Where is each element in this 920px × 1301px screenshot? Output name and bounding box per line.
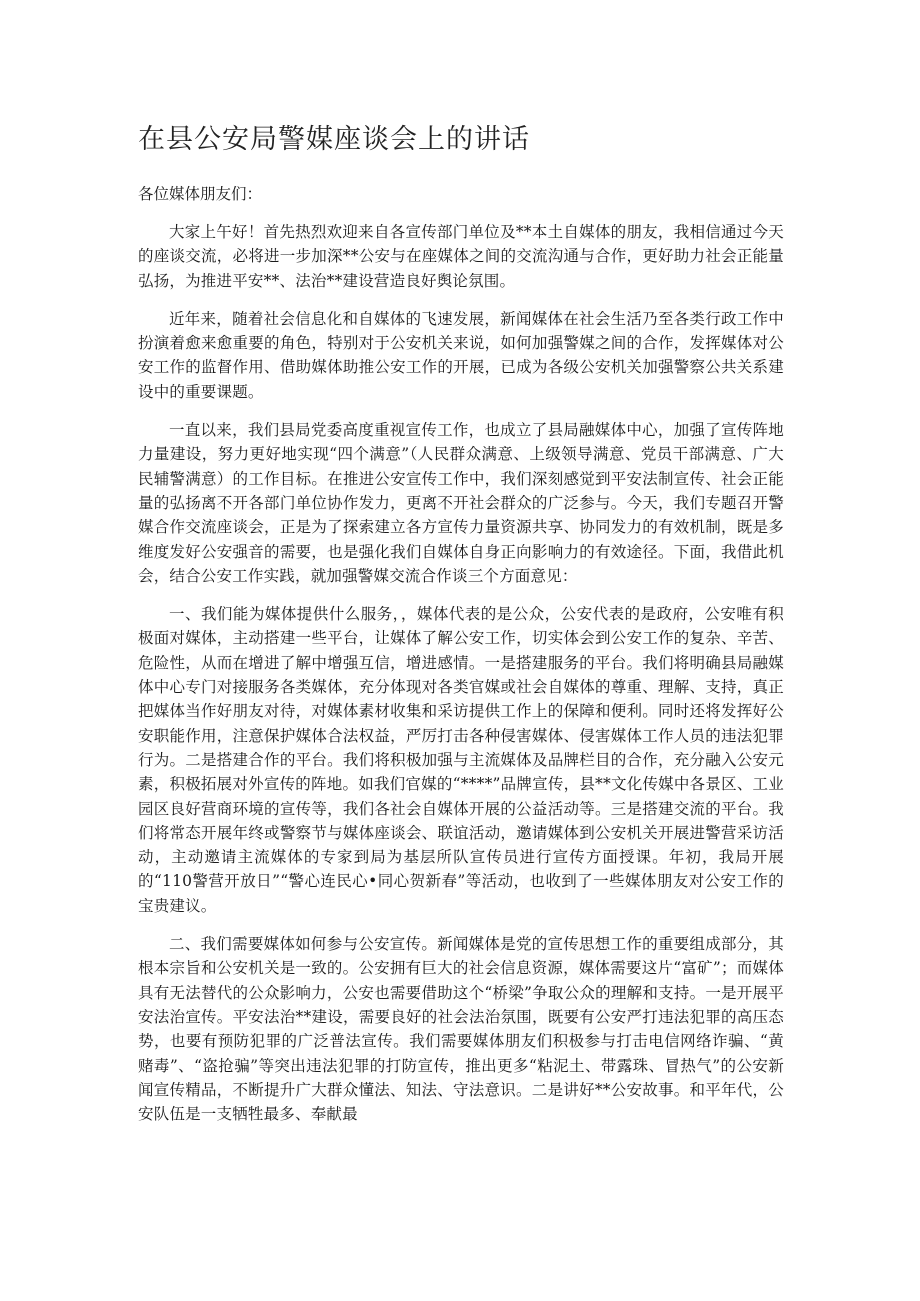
paragraph-background: 近年来，随着社会信息化和自媒体的飞速发展，新闻媒体在社会生活乃至各类行政工作中扮演着愈来愈重要的角色，特别对于公安机关来说，如何加强警媒之间的合作，发挥媒体对公安工作的监督作用、借助媒体助推公安工作的开展，已成为各级公安机关加强警察公共关系建设中的重要课题。 <box>138 309 784 401</box>
paragraph-work-overview: 一直以来，我们县局党委高度重视宣传工作，也成立了县局融媒体中心，加强了宣传阵地力量建设，努力更好地实现“四个满意”（人民群众满意、上级领导满意、党员干部满意、广大民辅警满意）的工作目标。在推进公安宣传工作中，我们深刻感觉到平安法制宣传、社会正能量的弘扬离不开各部门单位协作发力，更离不开社会群众的广泛参与。今天，我们专题召开警媒合作交流座谈会，正是为了探索建立各方宣传力量资源共享、协同发力的有效机制，既是多维度发好公安强音的需要，也是强化我们自媒体自身正向影响力的有效途径。下面，我借此机会，结合公安工作实践，就加强警媒交流合作谈三个方面意见： <box>138 421 784 585</box>
paragraph-point-two: 二、我们需要媒体如何参与公安宣传。新闻媒体是党的宣传思想工作的重要组成部分，其根本宗旨和公安机关是一致的。公安拥有巨大的社会信息资源，媒体需要这片“富矿”；而媒体具有无法替代的公众影响力，公安也需要借助这个“桥梁”争取公众的理解和支持。一是开展平安法治宣传。平安法治**建设，需要良好的社会法治氛围，既要有公安严打违法犯罪的高压态势，也要有预防犯罪的广泛普法宣传。我们需要媒体朋友们积极参与打击电信网络诈骗、“黄赌毒”、“盗抢骗”等突出违法犯罪的打防宣传，推出更多“粘泥土、带露珠、冒热气”的公安新闻宣传精品，不断提升广大群众懂法、知法、守法意识。二是讲好**公安故事。和平年代，公安队伍是一支牺牲最多、奉献最 <box>138 935 784 1124</box>
salutation: 各位媒体朋友们： <box>138 185 263 203</box>
document-page <box>138 120 784 1140</box>
paragraph-point-one: 一、我们能为媒体提供什么服务，，媒体代表的是公众，公安代表的是政府，公安唯有积极面对媒体，主动搭建一些平台，让媒体了解公安工作，切实体会到公安工作的复杂、辛苦、危险性，从而在增进了解中增强互信，增进感情。一是搭建服务的平台。我们将明确县局融媒体中心专门对接服务各类媒体，充分体现对各类官媒或社会自媒体的尊重、理解、支持，真正把媒体当作好朋友对待，对媒体素材收集和采访提供工作上的保障和便利。同时还将发挥好公安职能作用，注意保护媒体合法权益，严厉打击各种侵害媒体、侵害媒体工作人员的违法犯罪行为。二是搭建合作的平台。我们将积极加强与主流媒体及品牌栏目的合作，充分融入公安元素，积极拓展对外宣传的阵地。如我们官媒的“****”品牌宣传，县**文化传媒中各景区、工业园区良好营商环境的宣传等，我们各社会自媒体开展的公益活动等。三是搭建交流的平台。我们将常态开展年终或警察节与媒体座谈会、联谊活动，邀请媒体到公安机关开展进警营采访活动，主动邀请主流媒体的专家到局为基层所队宣传员进行宣传方面授课。年初，我局开展的“110警营开放日”“警心连民心•同心贺新春”等活动，也收到了一些媒体朋友对公安工作的宝贵建议。 <box>138 605 784 915</box>
page-title: 在县公安局警媒座谈会上的讲话 <box>138 124 530 155</box>
paragraph-welcome: 大家上午好！首先热烈欢迎来自各宣传部门单位及**本土自媒体的朋友，我相信通过今天的座谈交流，必将进一步加深**公安与在座媒体之间的交流沟通与合作，更好助力社会正能量弘扬，为推进平安**、法治**建设营造良好舆论氛围。 <box>138 223 784 290</box>
